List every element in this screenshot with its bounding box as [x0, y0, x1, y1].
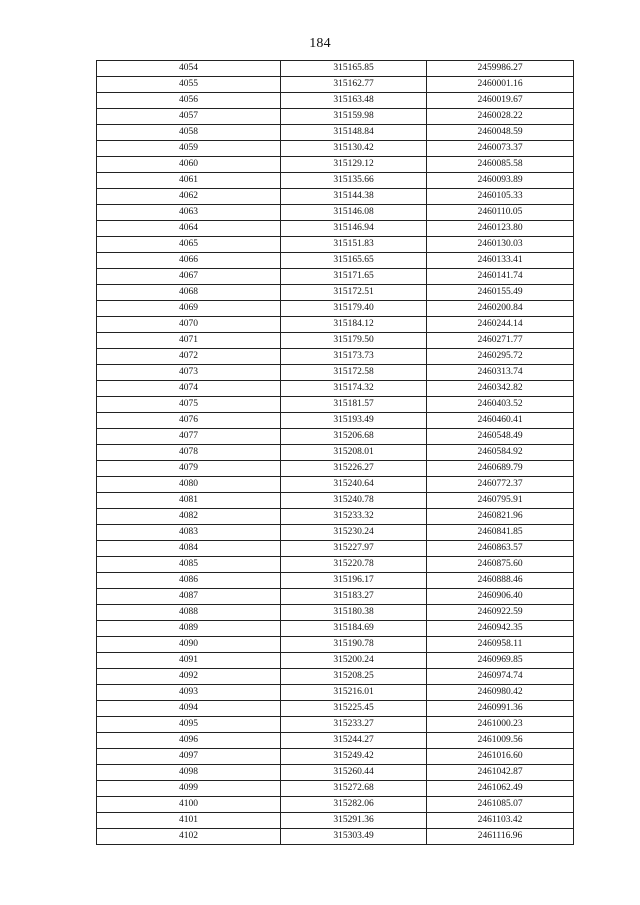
point-number-cell: 4067 — [97, 269, 281, 285]
x-coordinate-cell: 315282.06 — [281, 797, 427, 813]
y-coordinate-cell: 2460048.59 — [427, 125, 574, 141]
table-row — [97, 557, 574, 573]
y-coordinate-cell: 2460073.37 — [427, 141, 574, 157]
x-coordinate-cell: 315146.08 — [281, 205, 427, 221]
point-number-cell: 4091 — [97, 653, 281, 669]
y-coordinate-cell: 2460969.85 — [427, 653, 574, 669]
table-row — [97, 797, 574, 813]
x-coordinate-cell: 315151.83 — [281, 237, 427, 253]
point-number-cell: 4082 — [97, 509, 281, 525]
point-number-cell: 4062 — [97, 189, 281, 205]
table-row — [97, 397, 574, 413]
table-row — [97, 141, 574, 157]
point-number-cell: 4063 — [97, 205, 281, 221]
point-number-cell: 4072 — [97, 349, 281, 365]
y-coordinate-cell: 2460942.35 — [427, 621, 574, 637]
x-coordinate-cell: 315303.49 — [281, 829, 427, 845]
point-number-cell: 4076 — [97, 413, 281, 429]
x-coordinate-cell: 315220.78 — [281, 557, 427, 573]
y-coordinate-cell: 2459986.27 — [427, 61, 574, 77]
point-number-cell: 4074 — [97, 381, 281, 397]
x-coordinate-cell: 315148.84 — [281, 125, 427, 141]
x-coordinate-cell: 315135.66 — [281, 173, 427, 189]
x-coordinate-cell: 315226.27 — [281, 461, 427, 477]
y-coordinate-cell: 2460130.03 — [427, 237, 574, 253]
table-row — [97, 541, 574, 557]
y-coordinate-cell: 2460110.05 — [427, 205, 574, 221]
x-coordinate-cell: 315163.48 — [281, 93, 427, 109]
table-row — [97, 701, 574, 717]
point-number-cell: 4054 — [97, 61, 281, 77]
point-number-cell: 4087 — [97, 589, 281, 605]
x-coordinate-cell: 315233.32 — [281, 509, 427, 525]
y-coordinate-cell: 2460155.49 — [427, 285, 574, 301]
x-coordinate-cell: 315240.64 — [281, 477, 427, 493]
x-coordinate-cell: 315291.36 — [281, 813, 427, 829]
x-coordinate-cell: 315233.27 — [281, 717, 427, 733]
point-number-cell: 4089 — [97, 621, 281, 637]
table-row — [97, 477, 574, 493]
x-coordinate-cell: 315144.38 — [281, 189, 427, 205]
y-coordinate-cell: 2460584.92 — [427, 445, 574, 461]
x-coordinate-cell: 315129.12 — [281, 157, 427, 173]
y-coordinate-cell: 2460875.60 — [427, 557, 574, 573]
x-coordinate-cell: 315216.01 — [281, 685, 427, 701]
x-coordinate-cell: 315206.68 — [281, 429, 427, 445]
x-coordinate-cell: 315130.42 — [281, 141, 427, 157]
point-number-cell: 4081 — [97, 493, 281, 509]
table-row — [97, 525, 574, 541]
point-number-cell: 4101 — [97, 813, 281, 829]
y-coordinate-cell: 2461116.96 — [427, 829, 574, 845]
x-coordinate-cell: 315179.50 — [281, 333, 427, 349]
table-row — [97, 381, 574, 397]
y-coordinate-cell: 2460974.74 — [427, 669, 574, 685]
table-row — [97, 349, 574, 365]
point-number-cell: 4065 — [97, 237, 281, 253]
y-coordinate-cell: 2461062.49 — [427, 781, 574, 797]
table-row — [97, 669, 574, 685]
y-coordinate-cell: 2460906.40 — [427, 589, 574, 605]
point-number-cell: 4056 — [97, 93, 281, 109]
table-row — [97, 685, 574, 701]
point-number-cell: 4099 — [97, 781, 281, 797]
y-coordinate-cell: 2460795.91 — [427, 493, 574, 509]
y-coordinate-cell: 2460093.89 — [427, 173, 574, 189]
table-row — [97, 461, 574, 477]
point-number-cell: 4064 — [97, 221, 281, 237]
table-body — [97, 61, 574, 845]
point-number-cell: 4097 — [97, 749, 281, 765]
y-coordinate-cell: 2461000.23 — [427, 717, 574, 733]
x-coordinate-cell: 315190.78 — [281, 637, 427, 653]
point-number-cell: 4075 — [97, 397, 281, 413]
table-row — [97, 637, 574, 653]
point-number-cell: 4058 — [97, 125, 281, 141]
y-coordinate-cell: 2460841.85 — [427, 525, 574, 541]
point-number-cell: 4096 — [97, 733, 281, 749]
x-coordinate-cell: 315165.65 — [281, 253, 427, 269]
y-coordinate-cell: 2460342.82 — [427, 381, 574, 397]
y-coordinate-cell: 2460133.41 — [427, 253, 574, 269]
y-coordinate-cell: 2460271.77 — [427, 333, 574, 349]
x-coordinate-cell: 315208.25 — [281, 669, 427, 685]
point-number-cell: 4079 — [97, 461, 281, 477]
table-row — [97, 621, 574, 637]
table-row — [97, 509, 574, 525]
point-number-cell: 4078 — [97, 445, 281, 461]
y-coordinate-cell: 2460001.16 — [427, 77, 574, 93]
point-number-cell: 4069 — [97, 301, 281, 317]
x-coordinate-cell: 315172.51 — [281, 285, 427, 301]
point-number-cell: 4085 — [97, 557, 281, 573]
point-number-cell: 4070 — [97, 317, 281, 333]
point-number-cell: 4086 — [97, 573, 281, 589]
x-coordinate-cell: 315272.68 — [281, 781, 427, 797]
y-coordinate-cell: 2460200.84 — [427, 301, 574, 317]
y-coordinate-cell: 2460313.74 — [427, 365, 574, 381]
x-coordinate-cell: 315184.12 — [281, 317, 427, 333]
x-coordinate-cell: 315196.17 — [281, 573, 427, 589]
point-number-cell: 4080 — [97, 477, 281, 493]
table-row — [97, 781, 574, 797]
x-coordinate-cell: 315225.45 — [281, 701, 427, 717]
table-row — [97, 493, 574, 509]
x-coordinate-cell: 315227.97 — [281, 541, 427, 557]
coordinates-table — [96, 60, 574, 845]
table-row — [97, 189, 574, 205]
y-coordinate-cell: 2460105.33 — [427, 189, 574, 205]
table-row — [97, 61, 574, 77]
x-coordinate-cell: 315173.73 — [281, 349, 427, 365]
y-coordinate-cell: 2460991.36 — [427, 701, 574, 717]
x-coordinate-cell: 315179.40 — [281, 301, 427, 317]
table-row — [97, 733, 574, 749]
y-coordinate-cell: 2460141.74 — [427, 269, 574, 285]
table-row — [97, 109, 574, 125]
table-row — [97, 813, 574, 829]
table-row — [97, 765, 574, 781]
y-coordinate-cell: 2460922.59 — [427, 605, 574, 621]
y-coordinate-cell: 2460460.41 — [427, 413, 574, 429]
x-coordinate-cell: 315180.38 — [281, 605, 427, 621]
table-row — [97, 573, 574, 589]
point-number-cell: 4094 — [97, 701, 281, 717]
point-number-cell: 4071 — [97, 333, 281, 349]
point-number-cell: 4055 — [97, 77, 281, 93]
table-row — [97, 829, 574, 845]
table-row — [97, 365, 574, 381]
y-coordinate-cell: 2461042.87 — [427, 765, 574, 781]
y-coordinate-cell: 2460028.22 — [427, 109, 574, 125]
x-coordinate-cell: 315184.69 — [281, 621, 427, 637]
y-coordinate-cell: 2460958.11 — [427, 637, 574, 653]
table-row — [97, 317, 574, 333]
x-coordinate-cell: 315249.42 — [281, 749, 427, 765]
y-coordinate-cell: 2460689.79 — [427, 461, 574, 477]
point-number-cell: 4084 — [97, 541, 281, 557]
x-coordinate-cell: 315183.27 — [281, 589, 427, 605]
point-number-cell: 4057 — [97, 109, 281, 125]
table-row — [97, 253, 574, 269]
x-coordinate-cell: 315240.78 — [281, 493, 427, 509]
x-coordinate-cell: 315208.01 — [281, 445, 427, 461]
x-coordinate-cell: 315146.94 — [281, 221, 427, 237]
x-coordinate-cell: 315193.49 — [281, 413, 427, 429]
table-row — [97, 717, 574, 733]
y-coordinate-cell: 2460863.57 — [427, 541, 574, 557]
point-number-cell: 4098 — [97, 765, 281, 781]
point-number-cell: 4068 — [97, 285, 281, 301]
table-row — [97, 77, 574, 93]
point-number-cell: 4102 — [97, 829, 281, 845]
point-number-cell: 4077 — [97, 429, 281, 445]
y-coordinate-cell: 2460244.14 — [427, 317, 574, 333]
y-coordinate-cell: 2460548.49 — [427, 429, 574, 445]
point-number-cell: 4073 — [97, 365, 281, 381]
table-row — [97, 413, 574, 429]
table-row — [97, 301, 574, 317]
table-row — [97, 237, 574, 253]
y-coordinate-cell: 2460123.80 — [427, 221, 574, 237]
table-row — [97, 173, 574, 189]
x-coordinate-cell: 315181.57 — [281, 397, 427, 413]
x-coordinate-cell: 315172.58 — [281, 365, 427, 381]
table-row — [97, 429, 574, 445]
point-number-cell: 4088 — [97, 605, 281, 621]
x-coordinate-cell: 315174.32 — [281, 381, 427, 397]
table-row — [97, 269, 574, 285]
point-number-cell: 4093 — [97, 685, 281, 701]
x-coordinate-cell: 315260.44 — [281, 765, 427, 781]
y-coordinate-cell: 2461103.42 — [427, 813, 574, 829]
y-coordinate-cell: 2460821.96 — [427, 509, 574, 525]
table-row — [97, 93, 574, 109]
point-number-cell: 4083 — [97, 525, 281, 541]
y-coordinate-cell: 2461085.07 — [427, 797, 574, 813]
table-row — [97, 445, 574, 461]
point-number-cell: 4092 — [97, 669, 281, 685]
point-number-cell: 4095 — [97, 717, 281, 733]
point-number-cell: 4066 — [97, 253, 281, 269]
table-row — [97, 749, 574, 765]
x-coordinate-cell: 315171.65 — [281, 269, 427, 285]
table-row — [97, 221, 574, 237]
x-coordinate-cell: 315162.77 — [281, 77, 427, 93]
table-row — [97, 205, 574, 221]
table-row — [97, 589, 574, 605]
y-coordinate-cell: 2460772.37 — [427, 477, 574, 493]
point-number-cell: 4100 — [97, 797, 281, 813]
table-row — [97, 125, 574, 141]
x-coordinate-cell: 315165.85 — [281, 61, 427, 77]
table-row — [97, 653, 574, 669]
x-coordinate-cell: 315230.24 — [281, 525, 427, 541]
point-number-cell: 4090 — [97, 637, 281, 653]
table-row — [97, 333, 574, 349]
y-coordinate-cell: 2460888.46 — [427, 573, 574, 589]
y-coordinate-cell: 2460295.72 — [427, 349, 574, 365]
table-row — [97, 605, 574, 621]
table-row — [97, 285, 574, 301]
point-number-cell: 4061 — [97, 173, 281, 189]
y-coordinate-cell: 2460085.58 — [427, 157, 574, 173]
point-number-cell: 4059 — [97, 141, 281, 157]
y-coordinate-cell: 2460019.67 — [427, 93, 574, 109]
page-number: 184 — [309, 36, 331, 51]
table-row — [97, 157, 574, 173]
x-coordinate-cell: 315159.98 — [281, 109, 427, 125]
point-number-cell: 4060 — [97, 157, 281, 173]
y-coordinate-cell: 2460980.42 — [427, 685, 574, 701]
y-coordinate-cell: 2461016.60 — [427, 749, 574, 765]
y-coordinate-cell: 2461009.56 — [427, 733, 574, 749]
x-coordinate-cell: 315244.27 — [281, 733, 427, 749]
x-coordinate-cell: 315200.24 — [281, 653, 427, 669]
y-coordinate-cell: 2460403.52 — [427, 397, 574, 413]
